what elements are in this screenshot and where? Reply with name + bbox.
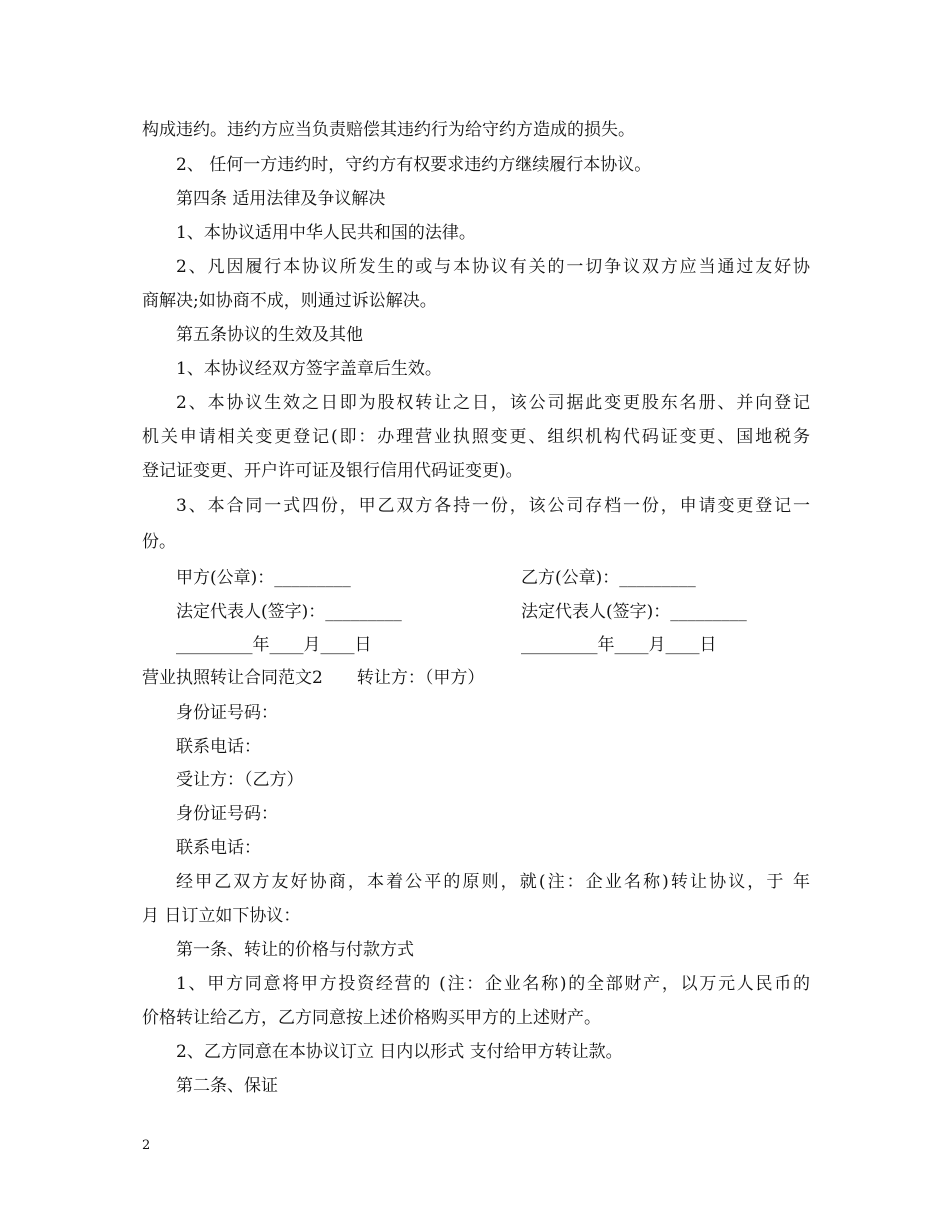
party-a-seal: 甲方(公章)：_________ [176,568,351,588]
paragraph-line: 构成违约。违约方应当负责赔偿其违约行为给守约方造成的损失。 [142,120,635,140]
clause-item: 2、乙方同意在本协议订立 日内以形式 支付给甲方转让款。 [176,1042,623,1062]
party-b-seal: 乙方(公章)：_________ [521,568,696,588]
paragraph-line: 机关申请相关变更登记(即：办理营业执照变更、组织机构代码证变更、国地税务 [142,427,810,447]
party-a-date: _________年____月____日 [176,635,372,655]
section-heading: 第五条协议的生效及其他 [176,325,363,345]
paragraph-line: 月 日订立如下协议： [142,906,301,926]
page-number: 2 [142,1138,151,1153]
paragraph-line: 经甲乙双方友好协商，本着公平的原则，就(注：企业名称)转让协议，于 年 [176,872,810,892]
party-b-date: _________年____月____日 [521,635,717,655]
section-heading: 第四条 适用法律及争议解决 [176,189,386,209]
party-a-representative: 法定代表人(签字)：_________ [176,602,402,622]
field-label: 联系电话： [176,838,261,858]
clause-item: 1、本协议适用中华人民共和国的法律。 [176,223,476,243]
clause-item: 1、甲方同意将甲方投资经营的 (注：企业名称)的全部财产，以万元人民币的 [176,974,810,994]
clause-item: 1、本协议经双方签字盖章后生效。 [176,359,442,379]
field-label: 身份证号码： [176,804,278,824]
document-title: 营业执照转让合同范文2 转让方：（甲方） [142,668,485,688]
clause-item: 2、本协议生效之日即为股权转让之日，该公司据此变更股东名册、并向登记 [176,393,810,413]
clause-item: 3、本合同一式四份，甲乙双方各持一份，该公司存档一份，申请变更登记一 [176,496,810,516]
section-heading: 第二条、保证 [176,1076,278,1096]
field-label: 身份证号码： [176,703,278,723]
paragraph-line: 价格转让给乙方，乙方同意按上述价格购买甲方的上述财产。 [142,1008,601,1028]
paragraph-line: 登记证变更、开户许可证及银行信用代码证变更)。 [142,461,523,481]
paragraph-line: 商解决;如协商不成，则通过诉讼解决。 [142,291,437,311]
clause-item: 2、凡因履行本协议所发生的或与本协议有关的一切争议双方应当通过友好协 [176,257,810,277]
clause-item: 2、 任何一方违约时，守约方有权要求违约方继续履行本协议。 [176,155,652,175]
party-b-representative: 法定代表人(签字)：_________ [521,602,747,622]
paragraph-line: 份。 [142,532,176,552]
field-label: 联系电话： [176,737,261,757]
field-label: 受让方：（乙方） [176,770,304,790]
section-heading: 第一条、转让的价格与付款方式 [176,940,414,960]
